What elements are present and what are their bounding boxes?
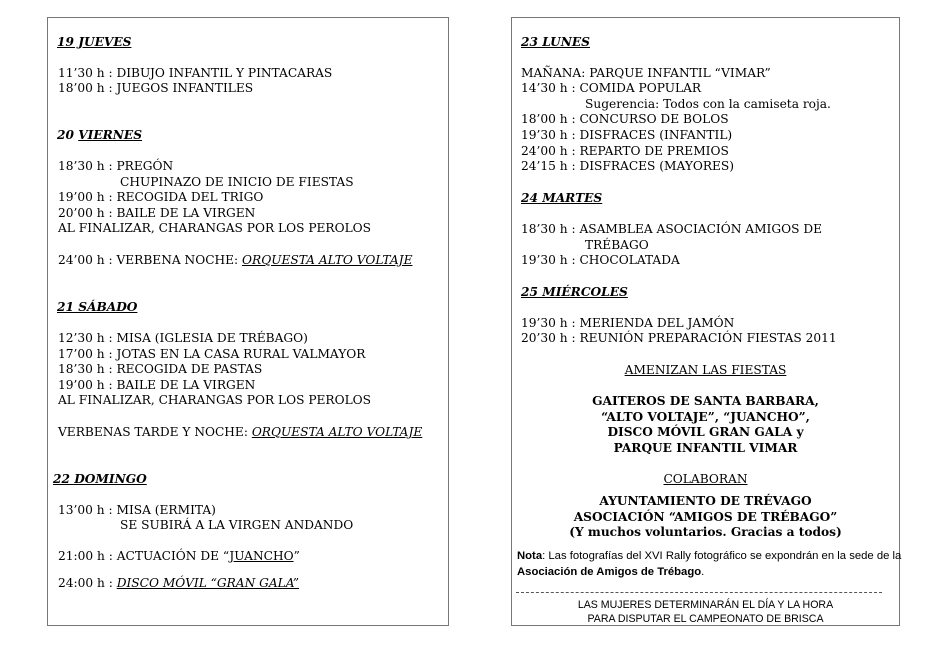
- day-heading-20: 20 VIERNES: [57, 128, 143, 142]
- event-line: 21:00 h : ACTUACIÓN DE “JUANCHO”: [58, 549, 300, 563]
- performers-line: “ALTO VOLTAJE”, “JUANCHO”,: [601, 410, 810, 424]
- event-line: SE SUBIRÁ A LA VIRGEN ANDANDO: [120, 518, 354, 532]
- photo-rally-note: Nota: Las fotografías del XVI Rally fotográfico se expondrán en la sede de la Asociación de Amigos de Trébago.: [517, 550, 902, 578]
- sponsor-line: AYUNTAMIENTO DE TRÉVAGO: [599, 494, 812, 508]
- event-line: 18’30 h : PREGÓN: [58, 159, 174, 173]
- performers-line: GAITEROS DE SANTA BARBARA,: [592, 394, 819, 408]
- event-line: 24:00 h : DISCO MÓVIL “GRAN GALA”: [58, 576, 300, 590]
- event-line: 11’30 h : DIBUJO INFANTIL Y PINTACARAS: [58, 66, 333, 80]
- event-line: 18’00 h : CONCURSO DE BOLOS: [521, 112, 729, 126]
- right-program-panel: [511, 17, 900, 626]
- event-line: 24’15 h : DISFRACES (MAYORES): [521, 159, 735, 173]
- event-line: CHUPINAZO DE INICIO DE FIESTAS: [120, 175, 354, 189]
- event-line: 13’00 h : MISA (ERMITA): [58, 503, 216, 517]
- event-line: 17’00 h : JOTAS EN LA CASA RURAL VALMAYOR: [58, 347, 366, 361]
- event-line: MAÑANA: PARQUE INFANTIL “VIMAR”: [521, 66, 771, 80]
- dashed-divider: [516, 592, 882, 593]
- event-line: 19’30 h : DISFRACES (INFANTIL): [521, 128, 733, 142]
- colaboran-heading: COLABORAN: [663, 472, 748, 486]
- footer-line: LAS MUJERES DETERMINARÁN EL DÍA Y LA HORA: [577, 599, 834, 611]
- disco-link: DISCO MÓVIL “GRAN GALA”: [116, 576, 300, 590]
- day-heading-19: 19 JUEVES: [57, 35, 132, 49]
- event-line: AL FINALIZAR, CHARANGAS POR LOS PEROLOS: [58, 393, 372, 407]
- event-line: 20’00 h : BAILE DE LA VIRGEN: [58, 206, 256, 220]
- performers-line: PARQUE INFANTIL VIMAR: [613, 441, 798, 455]
- juancho-link: JUANCHO: [229, 549, 294, 563]
- day-heading-25: 25 MIÉRCOLES: [521, 285, 628, 299]
- event-line: TRÉBAGO: [585, 238, 649, 252]
- event-line: 19’00 h : RECOGIDA DEL TRIGO: [58, 190, 264, 204]
- footer-line: PARA DISPUTAR EL CAMPEONATO DE BRISCA: [587, 613, 824, 625]
- day-heading-21: 21 SÁBADO: [57, 300, 138, 314]
- event-line: 18’00 h : JUEGOS INFANTILES: [58, 81, 254, 95]
- amenizan-heading: AMENIZAN LAS FIESTAS: [624, 363, 787, 377]
- event-line: AL FINALIZAR, CHARANGAS POR LOS PEROLOS: [58, 221, 372, 235]
- event-line: 19’00 h : BAILE DE LA VIRGEN: [58, 378, 256, 392]
- event-line: VERBENAS TARDE Y NOCHE: ORQUESTA ALTO VOLTAJE: [58, 425, 423, 439]
- sponsor-line: ASOCIACIÓN “AMIGOS DE TRÉBAGO”: [573, 510, 838, 524]
- day-heading-22: 22 DOMINGO: [53, 472, 147, 486]
- event-line: 19’30 h : MERIENDA DEL JAMÓN: [521, 316, 735, 330]
- event-line: 14’30 h : COMIDA POPULAR: [521, 81, 702, 95]
- performers-line: DISCO MÓVIL GRAN GALA y: [607, 425, 804, 439]
- orchestra-link: ORQUESTA ALTO VOLTAJE: [251, 425, 423, 439]
- event-line: 19’30 h : CHOCOLATADA: [521, 253, 680, 267]
- event-line: 18’30 h : ASAMBLEA ASOCIACIÓN AMIGOS DE: [521, 222, 822, 236]
- day-heading-23: 23 LUNES: [521, 35, 590, 49]
- event-line: 24’00 h : REPARTO DE PREMIOS: [521, 144, 729, 158]
- left-program-panel: [47, 17, 449, 626]
- day-heading-24: 24 MARTES: [521, 191, 603, 205]
- sponsor-line: (Y muchos voluntarios. Gracias a todos): [569, 525, 842, 539]
- event-line: 12’30 h : MISA (IGLESIA DE TRÉBAGO): [58, 331, 308, 345]
- event-line: Sugerencia: Todos con la camiseta roja.: [585, 97, 831, 111]
- event-line: 18’30 h : RECOGIDA DE PASTAS: [58, 362, 263, 376]
- event-line: 24’00 h : VERBENA NOCHE: ORQUESTA ALTO VOLTAJE: [58, 253, 413, 267]
- event-line: 20’30 h : REUNIÓN PREPARACIÓN FIESTAS 2011: [521, 331, 837, 345]
- orchestra-link: ORQUESTA ALTO VOLTAJE: [242, 253, 413, 267]
